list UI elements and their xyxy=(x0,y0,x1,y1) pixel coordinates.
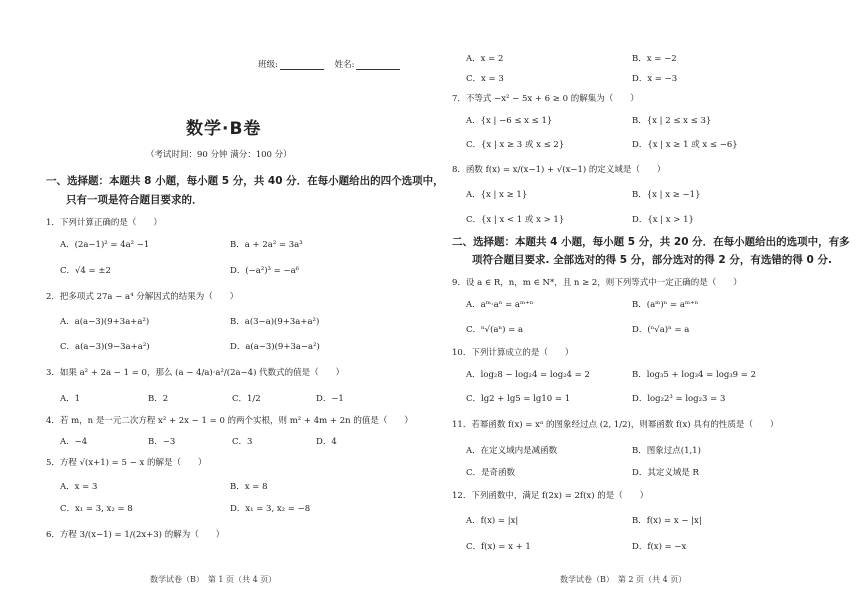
option-c: C．a(a−3)(9−3a+a²) xyxy=(60,342,150,352)
class-name-line xyxy=(258,58,408,70)
option-b: B．log₃5 + log₃4 = log₃9 = 2 xyxy=(632,370,757,380)
option-c: C．f(x) = x + 1 xyxy=(466,542,531,552)
section-2-heading-cont: 项符合题目要求. 全部选对的得 5 分，部分选对的得 2 分，有选错的得 0 分. xyxy=(472,254,832,266)
option-b: B．x = −2 xyxy=(632,54,677,64)
option-a: A．x = 2 xyxy=(466,54,504,64)
question-stem: 2．把多项式 27a − a⁴ 分解因式的结果为（ ） xyxy=(46,292,239,302)
question-stem: 9．设 a ∈ R，n，m ∈ N*，且 n ≥ 2，则下列等式中一定正确的是（ ） xyxy=(452,278,742,288)
option-a: A．{x | −6 ≤ x ≤ 1} xyxy=(466,116,553,126)
section-1-heading: 一、选择题：本题共 8 小题，每小题 5 分，共 40 分．在每小题给出的四个选项中， xyxy=(46,175,444,187)
class-label: 班级: xyxy=(258,60,278,70)
option-d: D．(ⁿ√a)ⁿ = a xyxy=(632,325,690,335)
question-stem: 1．下列计算正确的是（ ） xyxy=(46,218,162,228)
option-a: A．在定义域内是减函数 xyxy=(466,446,558,456)
option-a: A．−4 xyxy=(60,437,88,447)
question-stem: 4．若 m，n 是一元二次方程 x² + 2x − 1 = 0 的两个实根，则 m² + 4m + 2n 的值是（ ） xyxy=(46,416,413,426)
option-b: B．x = 8 xyxy=(230,482,268,492)
section-1-heading-cont: 只有一项是符合题目要求的． xyxy=(66,194,203,206)
class-blank[interactable] xyxy=(280,60,324,70)
option-a: A．x = 3 xyxy=(60,482,98,492)
question-stem: 8．函数 f(x) = x/(x−1) + √(x−1) 的定义域是（ ） xyxy=(452,165,666,175)
question-stem: 12．下列函数中，满足 f(2x) = 2f(x) 的是（ ） xyxy=(452,491,649,501)
option-c: C．1/2 xyxy=(232,394,261,404)
option-b: B．a + 2a² = 3a³ xyxy=(230,240,303,250)
option-b: B．(aᵐ)ⁿ = aᵐ⁺ⁿ xyxy=(632,300,699,310)
exam-info: （考试时间：90 分钟 满分：100 分） xyxy=(146,150,292,160)
option-c: C．√4 = ±2 xyxy=(60,266,111,276)
option-d: D．a(a−3)(9+3a−a²) xyxy=(230,342,320,352)
option-c: C．x = 3 xyxy=(466,74,504,84)
option-c: C．是奇函数 xyxy=(466,468,516,478)
option-d: D．4 xyxy=(316,437,337,447)
option-d: D．其定义域是 R xyxy=(632,468,699,478)
option-d: D．{x | x > 1} xyxy=(632,215,694,225)
option-d: D．{x | x ≥ 1 或 x ≤ −6} xyxy=(632,140,738,150)
question-stem: 7．不等式 −x² − 5x + 6 ≥ 0 的解集为（ ） xyxy=(452,94,639,104)
option-d: D．x = −3 xyxy=(632,74,678,84)
option-b: B．{x | 2 ≤ x ≤ 3} xyxy=(632,116,712,126)
option-b: B．{x | x ≥ −1} xyxy=(632,190,701,200)
page-title: 数学·B卷 xyxy=(186,119,262,139)
page-footer: 数学试卷（B） 第 1 页（共 4 页） xyxy=(150,575,277,584)
question-stem: 10．下列计算成立的是（ ） xyxy=(452,348,574,358)
option-a: A．a(a−3)(9+3a+a²) xyxy=(60,317,150,327)
option-b: B．a(3−a)(9+3a+a²) xyxy=(230,317,320,327)
option-b: B．2 xyxy=(148,394,169,404)
option-c: C．{x | x < 1 或 x > 1} xyxy=(466,215,565,225)
option-b: B．图象过点(1,1) xyxy=(632,446,701,456)
option-a: A．f(x) = |x| xyxy=(466,516,519,526)
option-c: C．3 xyxy=(232,437,253,447)
name-label: 姓名: xyxy=(334,60,355,70)
option-b: B．−3 xyxy=(148,437,176,447)
option-a: A．log₂8 − log₂4 = log₂4 = 2 xyxy=(466,370,590,380)
option-d: D．−1 xyxy=(316,394,344,404)
name-blank[interactable] xyxy=(356,60,400,70)
option-c: C．lg2 + lg5 = lg10 = 1 xyxy=(466,394,571,404)
option-a: A．aᵐ·aⁿ = aᵐ⁺ⁿ xyxy=(466,300,534,310)
option-c: C．x₁ = 3, x₂ = 8 xyxy=(60,504,133,514)
question-stem: 3．如果 a² + 2a − 1 = 0，那么 (a − 4/a)·a²/(2a−4) 代数式的值是（ ） xyxy=(46,368,345,378)
option-d: D．x₁ = 3, x₂ = −8 xyxy=(230,504,311,514)
page-footer: 数学试卷（B） 第 2 页（共 4 页） xyxy=(560,575,687,584)
option-c: C．{x | x ≥ 3 或 x ≤ 2} xyxy=(466,140,565,150)
option-c: C．ⁿ√(aⁿ) = a xyxy=(466,325,524,335)
question-stem: 6．方程 3/(x−1) = 1/(2x+3) 的解为（ ） xyxy=(46,530,225,540)
question-stem: 11．若幂函数 f(x) = xᵅ 的图象经过点 (2, 1/2)，则幂函数 f(x) 具有的性质是（ ） xyxy=(452,420,779,430)
option-a: A．(2a−1)² = 4a² −1 xyxy=(60,240,150,250)
option-d: D．(−a²)³ = −a⁶ xyxy=(230,266,300,276)
section-2-heading: 二、选择题：本题共 4 小题，每小题 5 分，共 20 分．在每小题给出的选项中，有多 xyxy=(452,236,850,248)
option-a: A．1 xyxy=(60,394,81,404)
option-a: A．{x | x ≥ 1} xyxy=(466,190,528,200)
question-stem: 5．方程 √(x+1) = 5 − x 的解是（ ） xyxy=(46,458,207,468)
option-d: D．f(x) = −x xyxy=(632,542,687,552)
option-b: B．f(x) = x − |x| xyxy=(632,516,702,526)
option-d: D．log₂2³ = log₂3 = 3 xyxy=(632,394,726,404)
